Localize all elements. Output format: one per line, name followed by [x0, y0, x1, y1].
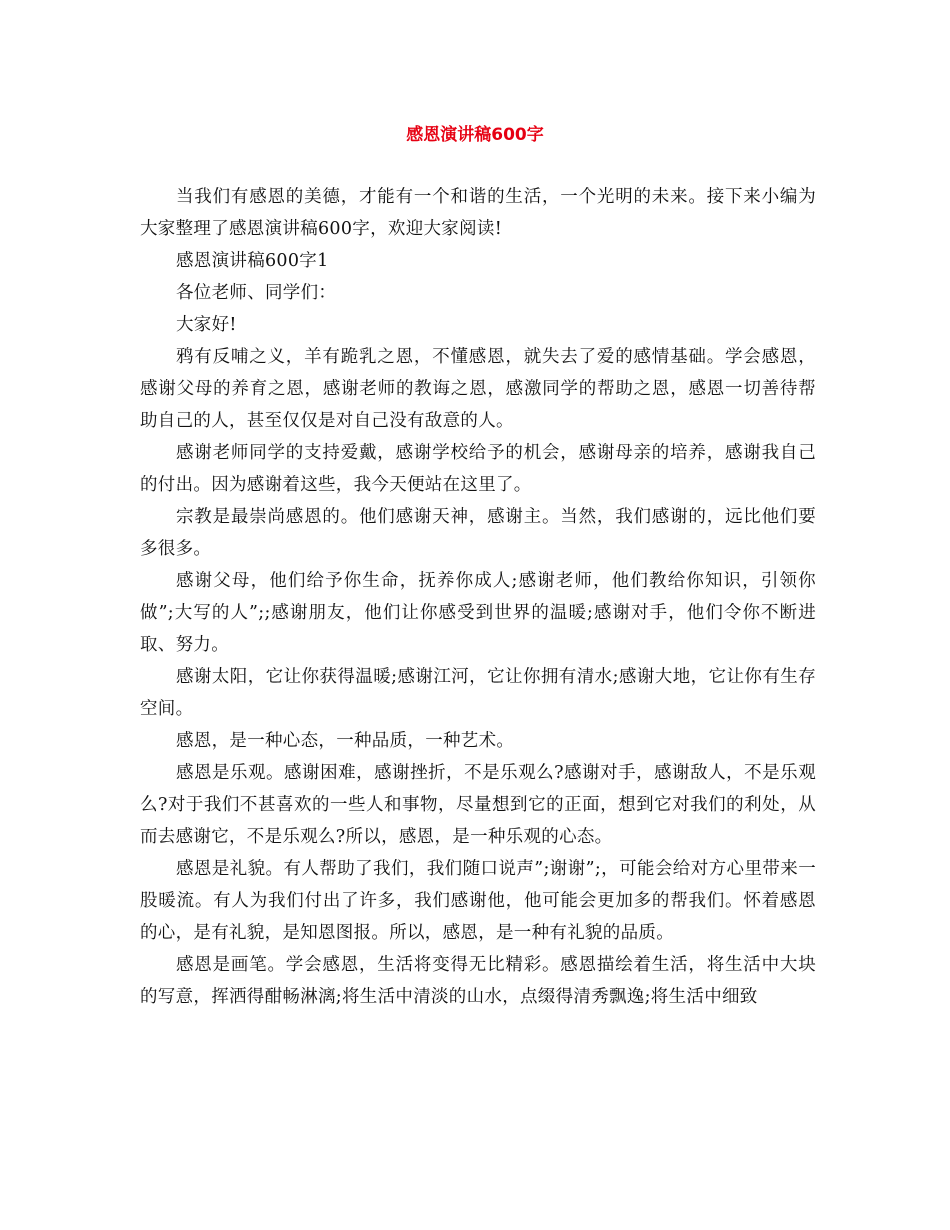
paragraph: 感恩，是一种心态，一种品质，一种艺术。	[176, 731, 515, 751]
paragraph: 感谢父母，他们给予你生命，抚养你成人;感谢老师，他们教给你知识，引领你做”;大写的人”;;感谢朋友，他们让你感受到世界的温暖;感谢对手，他们令你不断进取、努力。	[140, 571, 816, 655]
paragraph: 感恩是礼貌。有人帮助了我们，我们随口说声”;谢谢”;，可能会给对方心里带来一股暖流。有人为我们付出了许多，我们感谢他，他可能会更加多的帮我们。怀着感恩的心，是有礼貌，是知恩图报。所以，感恩，是一种有礼貌的品质。	[140, 859, 816, 943]
paragraph: 鸦有反哺之义，羊有跪乳之恩，不懂感恩，就失去了爱的感情基础。学会感恩，感谢父母的养育之恩，感谢老师的教诲之恩，感激同学的帮助之恩，感恩一切善待帮助自己的人，甚至仅仅是对自己没有敌意的人。	[140, 347, 816, 431]
paragraph-subtitle: 感恩演讲稿600字1	[176, 251, 329, 271]
document-body	[140, 181, 816, 1013]
paragraph: 宗教是最崇尚感恩的。他们感谢天神，感谢主。当然，我们感谢的，远比他们要多很多。	[140, 507, 816, 559]
paragraph: 感恩是画笔。学会感恩，生活将变得无比精彩。感恩描绘着生活，将生活中大块的写意，挥洒得酣畅淋漓;将生活中清淡的山水，点缀得清秀飘逸;将生活中细致	[140, 955, 816, 1007]
document-title: 感恩演讲稿600字	[406, 125, 544, 145]
paragraph: 感谢老师同学的支持爱戴，感谢学校给予的机会，感谢母亲的培养，感谢我自己的付出。因为感谢着这些，我今天便站在这里了。	[140, 443, 816, 495]
paragraph-salutation: 各位老师、同学们：	[176, 283, 337, 303]
paragraph: 感谢太阳，它让你获得温暖;感谢江河，它让你拥有清水;感谢大地，它让你有生存空间。	[140, 667, 816, 719]
paragraph-intro: 当我们有感恩的美德，才能有一个和谐的生活，一个光明的未来。接下来小编为大家整理了感恩演讲稿600字，欢迎大家阅读!	[140, 187, 816, 239]
paragraph-greeting: 大家好!	[176, 315, 237, 335]
paragraph: 感恩是乐观。感谢困难，感谢挫折，不是乐观么?感谢对手，感谢敌人，不是乐观么?对于我们不甚喜欢的一些人和事物，尽量想到它的正面，想到它对我们的利处，从而去感谢它，不是乐观么?所以，感恩，是一种乐观的心态。	[140, 763, 816, 847]
